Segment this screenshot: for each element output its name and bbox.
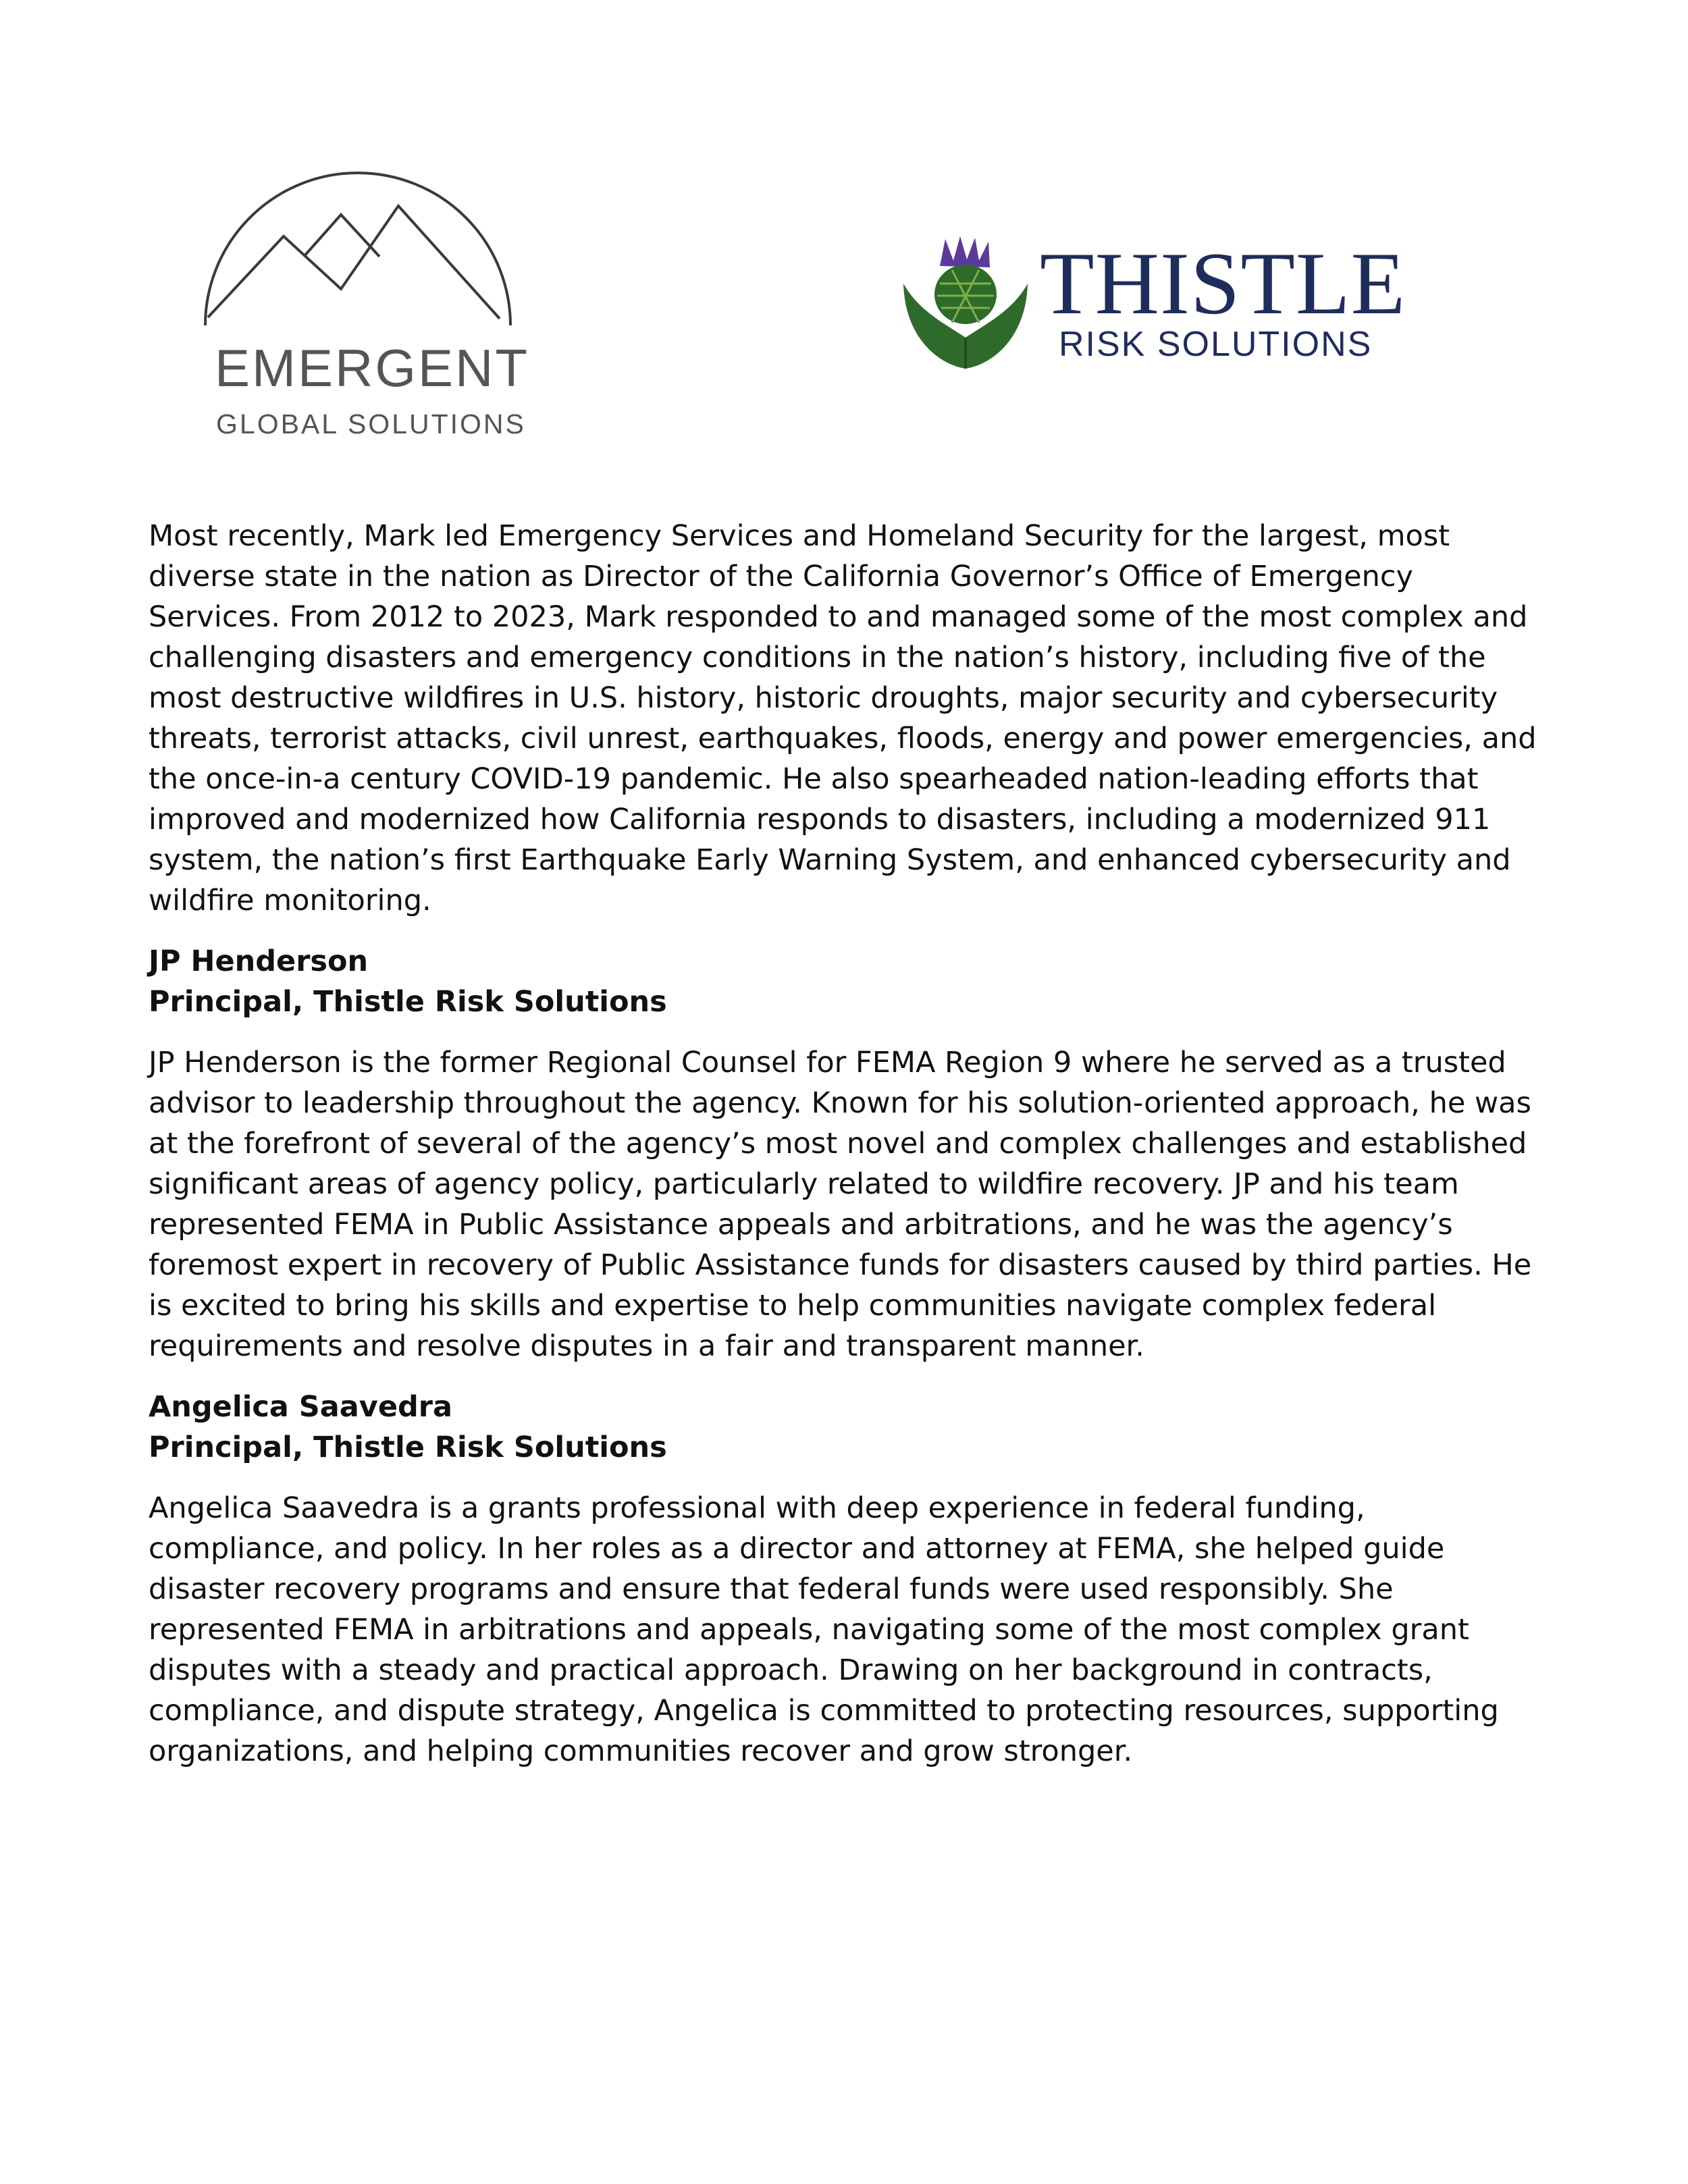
bio-name: Angelica Saavedra xyxy=(149,1390,452,1424)
emergent-logo xyxy=(196,115,530,446)
emergent-logo-subtitle: GLOBAL SOLUTIONS xyxy=(216,408,526,440)
thistle-flower-icon xyxy=(898,236,1033,371)
document-body xyxy=(149,516,1539,1792)
bio-title: Principal, Thistle Risk Solutions xyxy=(149,985,667,1019)
bio-title: Principal, Thistle Risk Solutions xyxy=(149,1431,667,1464)
intro-paragraph: Most recently, Mark led Emergency Services and Homeland Security for the largest, most diverse state in the nation as Director of the California Governor’s Office of Emergency Services. From 2012 to 2023, Mark responded to and managed some of the most complex and challenging disasters and emergency conditions in the nation’s history, including five of the most destructive wildfires in U.S. history, historic droughts, major security and cybersecurity threats, terrorist attacks, civil unrest, earthquakes, floods, energy and power emergencies, and the once-in-a century COVID-19 pandemic. He also spearheaded nation-leading efforts that improved and modernized how California responds to disasters, including a modernized 911 system, the nation’s first Earthquake Early Warning System, and enhanced cybersecurity and wildfire monitoring. xyxy=(149,519,1537,917)
bio-name: JP Henderson xyxy=(149,944,369,978)
thistle-logo-subtitle: RISK SOLUTIONS xyxy=(1059,325,1373,364)
bio-heading-angelica-saavedra xyxy=(149,1387,1539,1468)
emergent-logo-name: EMERGENT xyxy=(215,338,530,398)
bio-paragraph-jp-henderson: JP Henderson is the former Regional Counsel for FEMA Region 9 where he served as a trusted advisor to leadership throughout the agency. Known for his solution-oriented approach, he was at the forefront of several of the agency’s most novel and complex challenges and established significant areas of agency policy, particularly related to wildfire recovery. JP and his team represented FEMA in Public Assistance appeals and arbitrations, and he was the agency’s foremost expert in recovery of Public Assistance funds for disasters caused by third parties. He is excited to bring his skills and expertise to help communities navigate complex federal requirements and resolve disputes in a fair and transparent manner. xyxy=(149,1046,1532,1363)
mountain-emblem-icon xyxy=(203,115,513,331)
thistle-logo xyxy=(898,236,1425,385)
bio-paragraph-angelica-saavedra: Angelica Saavedra is a grants professional with deep experience in federal funding, compliance, and policy. In her roles as a director and attorney at FEMA, she helped guide disaster recovery programs and ensure that federal funds were used responsibly. She represented FEMA in arbitrations and appeals, navigating some of the most complex grant disputes with a steady and practical approach. Drawing on her background in contracts, compliance, and dispute strategy, Angelica is committed to protecting resources, supporting organizations, and helping communities recover and grow stronger. xyxy=(149,1491,1499,1768)
bio-heading-jp-henderson xyxy=(149,941,1539,1022)
thistle-logo-name: THISTLE xyxy=(1040,234,1406,333)
